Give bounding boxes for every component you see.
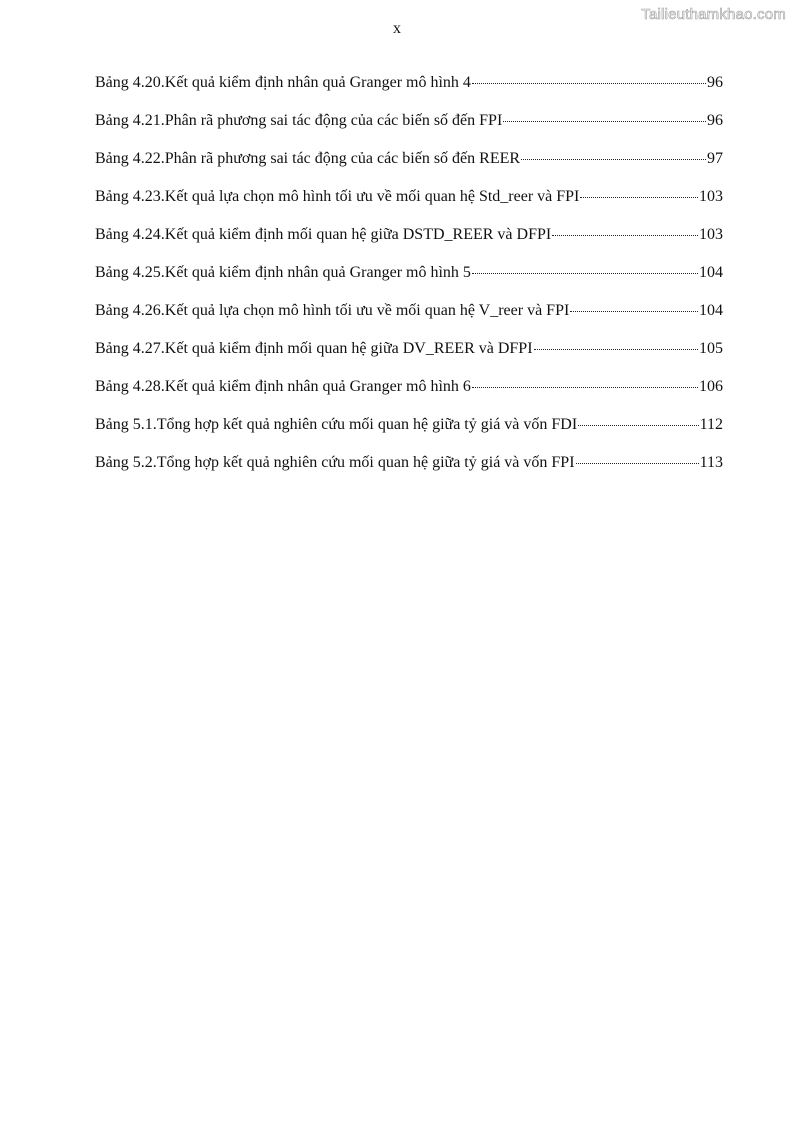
toc-entry-page: 103 (699, 226, 723, 243)
toc-entry-title: Kết quả kiểm định mối quan hệ giữa DSTD_REER và DFPI (164, 226, 552, 243)
toc-entry-title: Kết quả kiểm định nhân quả Granger mô hình 4 (164, 74, 471, 91)
toc-entry-title: Kết quả kiểm định mối quan hệ giữa DV_REER và DFPI (164, 340, 533, 357)
watermark-text: Tailieuthamkhao.com (641, 6, 786, 23)
toc-entry-label: Bảng 4.22. (95, 150, 165, 167)
toc-entry-page: 112 (699, 416, 723, 433)
toc-entry[interactable] (95, 340, 723, 378)
dot-leader (503, 120, 706, 122)
dot-leader (534, 348, 698, 350)
dot-leader (576, 462, 699, 464)
dot-leader (472, 272, 698, 274)
toc-entry[interactable] (95, 112, 723, 150)
toc-entry-page: 103 (699, 188, 723, 205)
dot-leader (472, 386, 698, 388)
toc-entry[interactable] (95, 150, 723, 188)
toc-entry-title: Phân rã phương sai tác động của các biến số đến FPI (164, 112, 503, 129)
toc-entry-label: Bảng 4.28. (95, 378, 165, 395)
toc-entry-page: 96 (707, 74, 723, 91)
toc-entry-title: Kết quả lựa chọn mô hình tối ưu về mối quan hệ Std_reer và FPI (164, 188, 580, 205)
dot-leader (570, 310, 698, 312)
dot-leader (580, 196, 698, 198)
toc-entry[interactable] (95, 188, 723, 226)
toc-entry-page: 97 (707, 150, 723, 167)
toc-entry[interactable] (95, 378, 723, 416)
toc-entry[interactable] (95, 264, 723, 302)
toc-entry-title: Kết quả lựa chọn mô hình tối ưu về mối quan hệ V_reer và FPI (164, 302, 570, 319)
toc-entry[interactable] (95, 74, 723, 112)
toc-entry[interactable] (95, 226, 723, 264)
toc-entry-page: 104 (699, 302, 723, 319)
page-number: x (393, 20, 401, 37)
toc-entry-title: Kết quả kiểm định nhân quả Granger mô hình 5 (164, 264, 471, 281)
toc-entry-label: Bảng 5.2. (95, 454, 157, 471)
toc-entry-page: 105 (699, 340, 723, 357)
toc-entry-page: 106 (699, 378, 723, 395)
dot-leader (552, 234, 698, 236)
toc-entry[interactable] (95, 416, 723, 454)
dot-leader (578, 424, 698, 426)
toc-entry-title: Tổng hợp kết quả nghiên cứu mối quan hệ giữa tỷ giá và vốn FDI (156, 416, 578, 433)
dot-leader (472, 82, 706, 84)
toc-entry-title: Phân rã phương sai tác động của các biến số đến REER (164, 150, 521, 167)
toc-entry[interactable] (95, 302, 723, 340)
toc-entry[interactable] (95, 454, 723, 492)
toc-entry-page: 104 (699, 264, 723, 281)
toc-entry-label: Bảng 5.1. (95, 416, 157, 433)
toc-entry-title: Kết quả kiểm định nhân quả Granger mô hình 6 (164, 378, 471, 395)
toc-entry-label: Bảng 4.20. (95, 74, 165, 91)
toc-entry-label: Bảng 4.24. (95, 226, 165, 243)
toc-entry-page: 113 (699, 454, 723, 471)
toc-entry-label: Bảng 4.23. (95, 188, 165, 205)
toc-entry-title: Tổng hợp kết quả nghiên cứu mối quan hệ giữa tỷ giá và vốn FPI (156, 454, 575, 471)
toc-entry-page: 96 (707, 112, 723, 129)
toc-entry-label: Bảng 4.21. (95, 112, 165, 129)
dot-leader (521, 158, 706, 160)
toc-entry-label: Bảng 4.26. (95, 302, 165, 319)
toc-entry-label: Bảng 4.25. (95, 264, 165, 281)
toc-entry-label: Bảng 4.27. (95, 340, 165, 357)
table-of-tables (95, 74, 723, 492)
